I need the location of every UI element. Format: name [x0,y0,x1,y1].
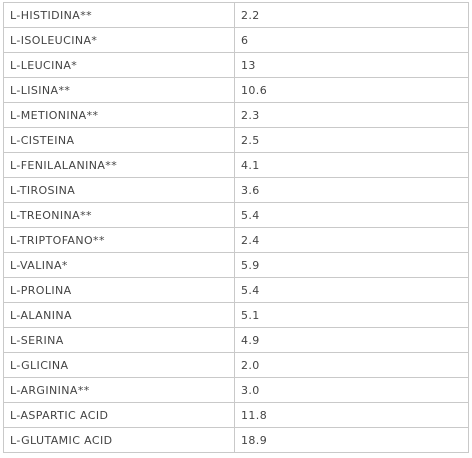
amino-acid-name: L-VALINA* [4,253,235,278]
amino-acid-value: 5.9 [235,253,469,278]
amino-acid-name: L-ASPARTIC ACID [4,403,235,428]
amino-acid-table-body [4,3,469,453]
table-row [4,53,469,78]
table-row [4,203,469,228]
amino-acid-name: L-GLICINA [4,353,235,378]
table-row [4,3,469,28]
table-row [4,303,469,328]
amino-acid-name: L-ALANINA [4,303,235,328]
amino-acid-value: 6 [235,28,469,53]
amino-acid-name: L-FENILALANINA** [4,153,235,178]
amino-acid-value: 4.9 [235,328,469,353]
amino-acid-name: L-SERINA [4,328,235,353]
table-row [4,178,469,203]
amino-acid-value: 11.8 [235,403,469,428]
table-row [4,378,469,403]
table-row [4,28,469,53]
amino-acid-table-container [3,2,467,453]
table-row [4,428,469,453]
amino-acid-name: L-PROLINA [4,278,235,303]
amino-acid-value: 2.5 [235,128,469,153]
table-row [4,78,469,103]
amino-acid-value: 2.3 [235,103,469,128]
amino-acid-name: L-TIROSINA [4,178,235,203]
amino-acid-value: 2.4 [235,228,469,253]
amino-acid-name: L-ARGININA** [4,378,235,403]
amino-acid-value: 18.9 [235,428,469,453]
amino-acid-value: 10.6 [235,78,469,103]
table-row [4,103,469,128]
amino-acid-value: 5.4 [235,203,469,228]
amino-acid-name: L-TREONINA** [4,203,235,228]
amino-acid-name: L-ISOLEUCINA* [4,28,235,53]
amino-acid-value: 5.1 [235,303,469,328]
amino-acid-name: L-METIONINA** [4,103,235,128]
amino-acid-name: L-TRIPTOFANO** [4,228,235,253]
amino-acid-value: 2.2 [235,3,469,28]
table-row [4,228,469,253]
amino-acid-value: 3.0 [235,378,469,403]
amino-acid-value: 13 [235,53,469,78]
table-row [4,253,469,278]
amino-acid-name: L-HISTIDINA** [4,3,235,28]
table-row [4,403,469,428]
amino-acid-value: 3.6 [235,178,469,203]
amino-acid-name: L-CISTEINA [4,128,235,153]
amino-acid-value: 2.0 [235,353,469,378]
amino-acid-value: 4.1 [235,153,469,178]
table-row [4,278,469,303]
amino-acid-value: 5.4 [235,278,469,303]
table-row [4,328,469,353]
amino-acid-name: L-GLUTAMIC ACID [4,428,235,453]
table-row [4,128,469,153]
table-row [4,153,469,178]
amino-acid-table [3,2,469,453]
amino-acid-name: L-LISINA** [4,78,235,103]
amino-acid-name: L-LEUCINA* [4,53,235,78]
table-row [4,353,469,378]
